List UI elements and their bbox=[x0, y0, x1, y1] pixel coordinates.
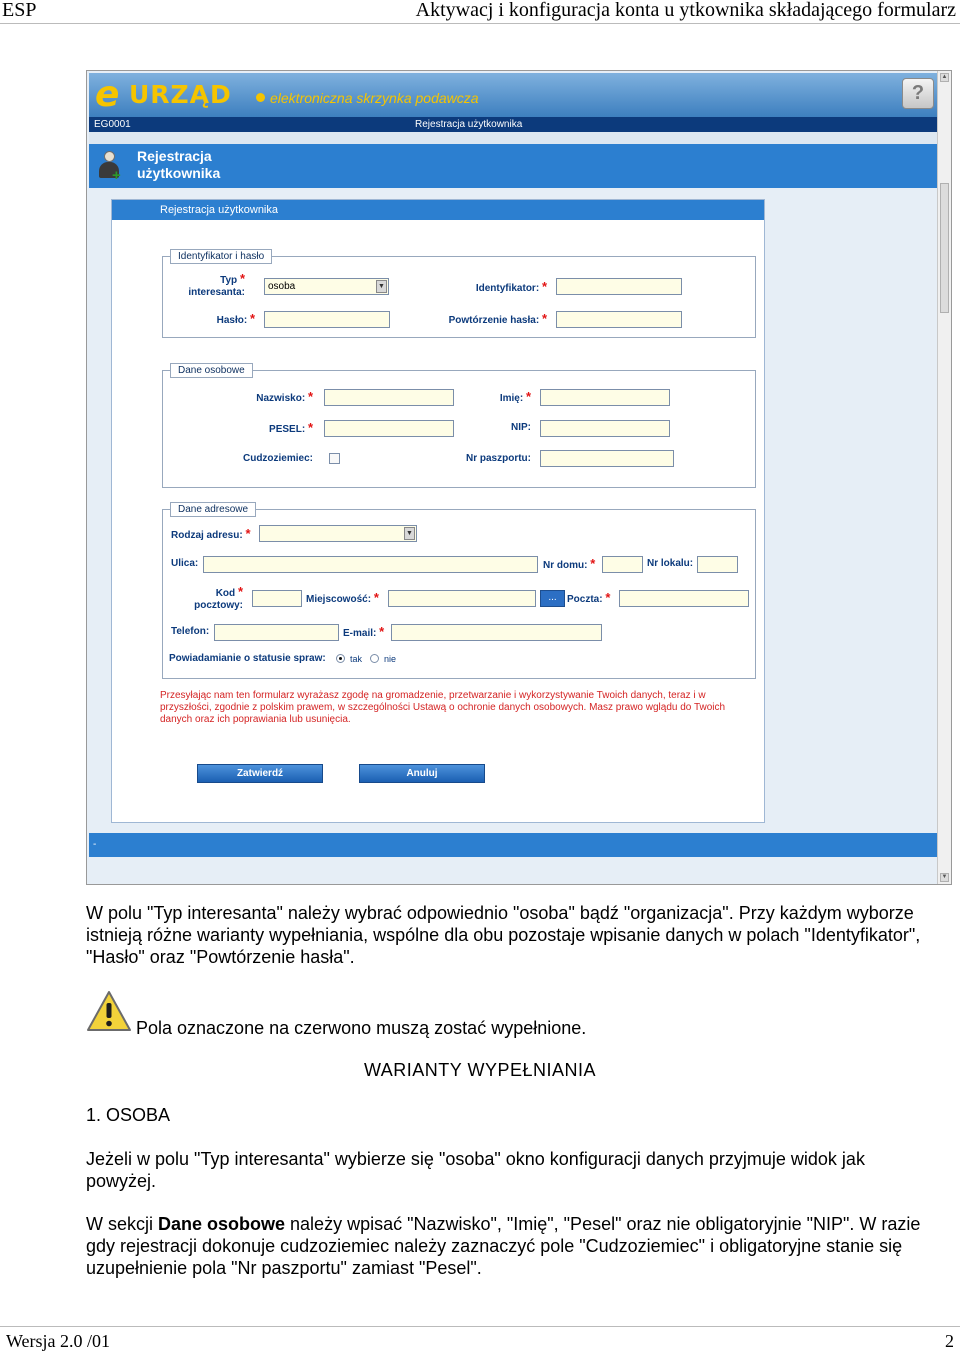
email-input[interactable] bbox=[391, 624, 602, 641]
chevron-down-icon: ▼ bbox=[404, 527, 415, 540]
scroll-thumb[interactable] bbox=[940, 183, 949, 313]
legend-personal: Dane osobowe bbox=[170, 363, 253, 378]
surname-input[interactable] bbox=[324, 389, 454, 406]
phone-label: Telefon: bbox=[171, 626, 210, 637]
city-label: Miejscowość: * bbox=[306, 590, 379, 605]
user-add-icon: + bbox=[99, 151, 121, 181]
logo-urzad: URZĄD bbox=[129, 80, 232, 109]
id-input[interactable] bbox=[556, 278, 682, 295]
logo-e: e bbox=[95, 74, 120, 115]
pesel-input[interactable] bbox=[324, 420, 454, 437]
consent-text: Przesyłając nam ten formularz wyrażasz zgodę na gromadzenie, przetwarzanie i wykorzystywanie Twoich danych, teraz i w przyszłości, zgodnie z polskim prawem, w szczególności Ustawą o ochronie danych osobowych. Masz prawo wglądu do Twoich danych oraz ich poprawiania lub usunięcia. bbox=[160, 690, 726, 725]
cancel-button[interactable]: Anuluj bbox=[359, 764, 485, 783]
street-label: Ulica: bbox=[171, 558, 199, 569]
foreigner-label: Cudzoziemiec: bbox=[242, 453, 313, 464]
scrollbar[interactable] bbox=[937, 71, 951, 884]
house-no-input[interactable] bbox=[602, 556, 643, 573]
flat-no-input[interactable] bbox=[697, 556, 738, 573]
notify-no-radio[interactable] bbox=[370, 654, 379, 663]
city-input[interactable] bbox=[388, 590, 536, 607]
street-input[interactable] bbox=[203, 556, 538, 573]
email-label: E-mail: * bbox=[343, 624, 385, 639]
name-label: Imię: * bbox=[499, 389, 531, 404]
type-label: Typ * interesanta: bbox=[188, 271, 245, 298]
variants-heading: WARIANTY WYPEŁNIANIA bbox=[363, 1060, 597, 1080]
panel-title: Rejestracja użytkownika bbox=[112, 200, 764, 220]
notify-yes-radio[interactable] bbox=[336, 654, 345, 663]
legend-identity: Identyfikator i hasło bbox=[170, 249, 272, 264]
scroll-down-icon[interactable]: ▼ bbox=[941, 874, 948, 880]
passport-label: Nr paszportu: bbox=[466, 453, 531, 464]
page-footer bbox=[0, 1326, 960, 1354]
warning-text: Pola oznaczone na czerwono muszą zostać wypełnione. bbox=[136, 1018, 587, 1038]
submit-button[interactable]: Zatwierdź bbox=[197, 764, 323, 783]
nip-label: NIP: bbox=[511, 422, 531, 433]
nav-bar bbox=[89, 117, 938, 132]
header-left-text: ESP bbox=[2, 0, 37, 21]
id-label: Identyfikator: * bbox=[475, 279, 547, 294]
registration-screenshot bbox=[86, 70, 952, 885]
screenshot-footer-bar: - bbox=[89, 833, 938, 857]
name-input[interactable] bbox=[540, 389, 670, 406]
eurzad-banner bbox=[89, 73, 938, 117]
nav-strip bbox=[89, 132, 938, 144]
registration-panel bbox=[111, 199, 765, 823]
address-type-select[interactable] bbox=[259, 525, 417, 542]
paragraph-person-view: Jeżeli w polu "Typ interesanta" wybierze się "osoba" okno konfiguracji danych przyjmuje widok jak powyżej. bbox=[86, 1149, 865, 1191]
city-lookup-button[interactable]: ... bbox=[540, 590, 565, 607]
fieldset-identity bbox=[162, 251, 756, 338]
warning-icon bbox=[86, 990, 132, 1032]
notify-label: Powiadamianie o statusie spraw: bbox=[169, 653, 326, 664]
section-heading: 1. OSOBA bbox=[86, 1105, 171, 1125]
scroll-up-icon[interactable]: ▲ bbox=[941, 74, 948, 80]
header-title: Aktywacj i konfiguracja konta u ytkownika składającego formularz bbox=[415, 0, 956, 21]
surname-label: Nazwisko: * bbox=[256, 389, 313, 404]
paragraph-personal-data: W sekcji Dane osobowe należy wpisać "Nazwisko", "Imię", "Pesel" oraz nie obligatoryjnie "NIP". W razie gdy rejestracji dokonuje cudzoziemiec należy zaznaczyć pole "Cudzoziemiec" i obligatoryjne stanie się uzupełnienie pola "Nr paszportu" zamiast "Pesel". bbox=[86, 1214, 921, 1278]
notify-no-label: nie bbox=[384, 654, 397, 664]
phone-input[interactable] bbox=[214, 624, 339, 641]
post-label: Poczta: * bbox=[567, 590, 611, 605]
passport-input[interactable] bbox=[540, 450, 674, 467]
type-select[interactable]: osoba ▼ bbox=[264, 278, 389, 295]
address-type-label: Rodzaj adresu: * bbox=[171, 526, 251, 541]
page-number: 2 bbox=[945, 1331, 954, 1351]
password-input[interactable] bbox=[264, 311, 390, 328]
password-repeat-label: Powtórzenie hasła: * bbox=[448, 311, 547, 326]
pesel-label: PESEL: * bbox=[269, 420, 313, 435]
fieldset-address bbox=[162, 504, 756, 679]
subheader-title: Rejestracja użytkownika bbox=[137, 148, 221, 181]
nip-input[interactable] bbox=[540, 420, 670, 437]
version-label: Wersja 2.0 /01 bbox=[6, 1331, 111, 1351]
postcode-label: Kod * pocztowy: bbox=[194, 584, 243, 611]
logo-subtitle: elektroniczna skrzynka podawcza bbox=[270, 90, 479, 106]
postcode-input[interactable] bbox=[252, 590, 302, 607]
foreigner-checkbox[interactable] bbox=[329, 453, 340, 464]
notify-yes-label: tak bbox=[350, 654, 363, 664]
logo-dot bbox=[256, 93, 265, 102]
breadcrumb: Rejestracja użytkownika bbox=[415, 119, 523, 130]
password-repeat-input[interactable] bbox=[556, 311, 682, 328]
house-no-label: Nr domu: * bbox=[543, 556, 596, 571]
paragraph-type-selection: W polu "Typ interesanta" należy wybrać odpowiednio "osoba" bądź "organizacja". Przy każdym wyborze istnieją różne warianty wypełniania, wspólne dla obu pozostaje wpisanie danych w polach "Identyfikator", "Hasło" oraz "Powtórzenie hasła". bbox=[86, 903, 921, 967]
fieldset-personal bbox=[162, 365, 756, 488]
post-input[interactable] bbox=[619, 590, 749, 607]
help-button[interactable]: ? bbox=[902, 78, 934, 109]
flat-no-label: Nr lokalu: bbox=[647, 558, 694, 569]
nav-code: EG0001 bbox=[94, 119, 131, 130]
password-label: Hasło: * bbox=[216, 311, 255, 326]
chevron-down-icon: ▼ bbox=[376, 280, 387, 293]
bold-term: Dane osobowe bbox=[158, 1214, 286, 1234]
legend-address: Dane adresowe bbox=[170, 502, 256, 517]
page-header bbox=[0, 0, 960, 24]
subheader bbox=[89, 144, 938, 188]
